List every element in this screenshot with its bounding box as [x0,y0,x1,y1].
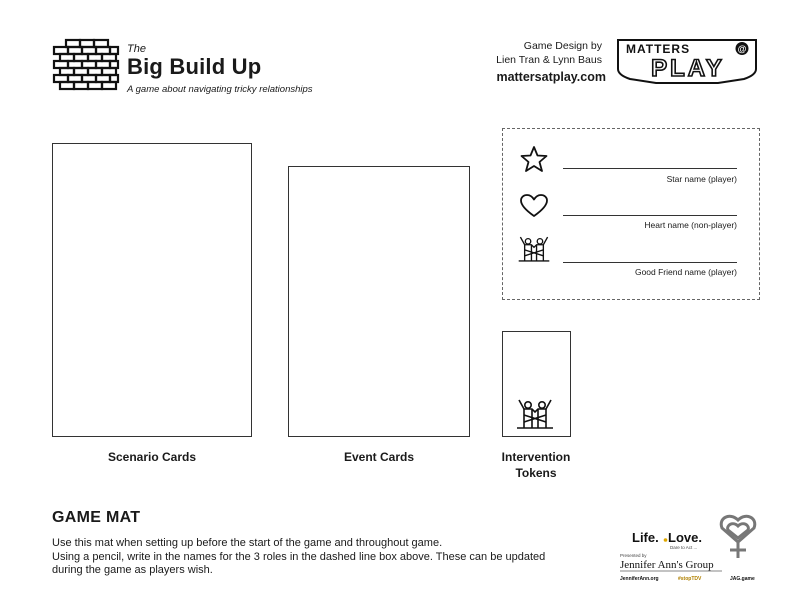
game-title: Big Build Up [127,54,262,79]
star-name-label: Star name (player) [666,174,737,184]
sponsor-group: Jennifer Ann's Group [620,559,714,571]
star-name-line[interactable] [563,168,737,169]
sponsor-link-3: JAG.game [730,576,755,582]
good-friend-name-label: Good Friend name (player) [634,267,737,277]
good-friend-name-line[interactable] [563,262,737,263]
brick-wall-icon [52,38,120,92]
matters-at-play-logo [614,37,760,85]
event-cards-label: Event Cards [343,450,415,464]
event-cards-area[interactable] [288,166,470,437]
scenario-cards-label: Scenario Cards [107,450,197,464]
scenario-cards-area[interactable] [52,143,252,437]
sponsor-link-1: JenniferAnn.org [620,576,659,582]
heart-name-line[interactable] [563,215,737,216]
friends-icon [515,398,555,430]
credit-url: mattersatplay.com [496,70,606,84]
credit-line-1: Game Design by [523,40,602,52]
sponsor-brand-1: Life. [632,530,659,545]
heart-icon [519,193,549,219]
logo-text-at: @ [737,44,747,54]
life-love-logo [618,512,768,584]
friends-icon [517,235,551,263]
heart-name-label: Heart name (non-player) [644,220,737,230]
tagline: A game about navigating tricky relationships [127,84,313,95]
sponsor-brand-sub: Dare to Act ... [670,545,698,550]
roles-box [502,128,760,300]
instruction-1: Use this mat when setting up before the start of the game and throughout game. [52,537,443,549]
logo-text-top: MATTERS [626,42,691,56]
sponsor-link-2: #stopTDV [678,576,702,582]
game-mat-title: GAME MAT [52,509,141,526]
sponsor-brand-2: Love. [668,530,702,545]
sponsor-presented-by: Presented by [620,553,647,558]
credit-line-2: Lien Tran & Lynn Baus [496,54,602,66]
logo-text-bottom: PLAY [651,55,725,82]
title-prefix: The [127,43,146,55]
star-icon [519,145,549,173]
intervention-tokens-label: Intervention Tokens [501,450,571,480]
instruction-2: Using a pencil, write in the names for the 3 roles in the dashed line box above. These can be updated during the game as players wish. [52,551,546,576]
